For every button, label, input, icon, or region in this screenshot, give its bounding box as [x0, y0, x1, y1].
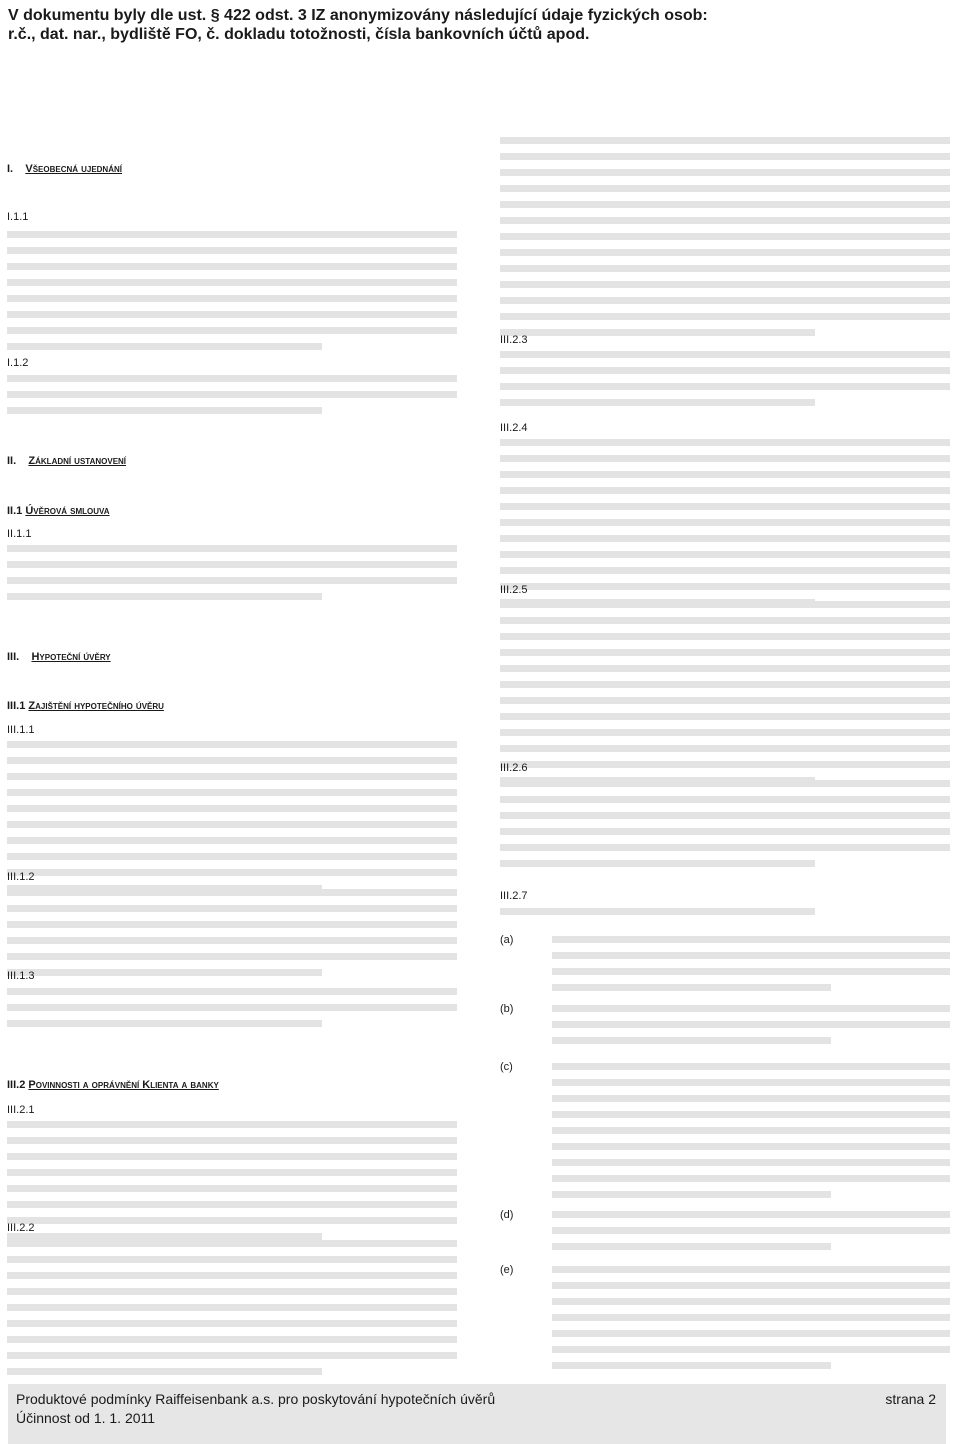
- subsection-heading: [7, 505, 457, 517]
- paragraph-number: I.1.1: [7, 211, 29, 223]
- paragraph-number: III.2.7: [500, 890, 528, 902]
- section-number: II.1: [7, 505, 23, 517]
- unreadable-text-block: [552, 1005, 950, 1053]
- section-title: Základní ustanovení: [28, 455, 127, 467]
- list-item-marker: (a): [500, 934, 514, 946]
- section-number: III.: [7, 651, 20, 663]
- paragraph-number: III.2.6: [500, 762, 528, 774]
- subsection-heading: [7, 1079, 457, 1091]
- list-item-marker: (d): [500, 1209, 514, 1221]
- unreadable-text-block: [500, 908, 950, 924]
- paragraph-number: III.2.2: [7, 1222, 35, 1234]
- unreadable-text-block: [7, 231, 457, 359]
- list-item-marker: (c): [500, 1061, 513, 1073]
- unreadable-text-block: [7, 375, 457, 423]
- unreadable-text-block: [552, 1211, 950, 1259]
- unreadable-text-block: [552, 1266, 950, 1378]
- paragraph-number: III.1.2: [7, 871, 35, 883]
- paragraph-number: III.2.3: [500, 334, 528, 346]
- section-heading: [7, 455, 457, 467]
- paragraph-number: III.1.3: [7, 970, 35, 982]
- section-title: Úvěrová smlouva: [25, 505, 110, 517]
- section-number: III.2: [7, 1079, 26, 1091]
- paragraph-number: II.1.1: [7, 528, 32, 540]
- section-heading: [7, 651, 457, 663]
- section-heading: [7, 163, 457, 175]
- section-number: I.: [7, 163, 14, 175]
- anonymization-notice: [8, 6, 708, 44]
- paragraph-number: III.2.4: [500, 422, 528, 434]
- notice-line-2: r.č., dat. nar., bydliště FO, č. dokladu totožnosti, čísla bankovních účtů apod.: [8, 26, 590, 43]
- unreadable-text-block: [500, 137, 950, 345]
- section-number: III.1: [7, 700, 26, 712]
- notice-line-1: V dokumentu byly dle ust. § 422 odst. 3 IZ anonymizovány následující údaje fyzických osob:: [8, 7, 708, 24]
- unreadable-text-block: [500, 780, 950, 876]
- section-title: Povinnosti a oprávnění Klienta a banky: [28, 1079, 219, 1091]
- unreadable-text-block: [552, 1063, 950, 1207]
- section-number: II.: [7, 455, 17, 467]
- unreadable-text-block: [7, 1240, 457, 1384]
- unreadable-text-block: [7, 545, 457, 609]
- paragraph-number: III.1.1: [7, 724, 35, 736]
- paragraph-number: I.1.2: [7, 357, 29, 369]
- section-title: Všeobecná ujednání: [25, 163, 122, 175]
- paragraph-number: III.2.1: [7, 1104, 35, 1116]
- section-title: Zajištění hypotečního úvěru: [28, 700, 164, 712]
- page-footer: [8, 1384, 946, 1444]
- unreadable-text-block: [7, 988, 457, 1036]
- unreadable-text-block: [500, 351, 950, 415]
- page-number: strana 2: [885, 1391, 936, 1407]
- footer-effective-date: Účinnost od 1. 1. 2011: [16, 1410, 156, 1426]
- subsection-heading: [7, 700, 457, 712]
- unreadable-text-block: [552, 936, 950, 1000]
- list-item-marker: (e): [500, 1264, 514, 1276]
- list-item-marker: (b): [500, 1003, 514, 1015]
- section-title: Hypoteční úvěry: [31, 651, 111, 663]
- paragraph-number: III.2.5: [500, 584, 528, 596]
- footer-document-title: Produktové podmínky Raiffeisenbank a.s. pro poskytování hypotečních úvěrů: [16, 1391, 496, 1407]
